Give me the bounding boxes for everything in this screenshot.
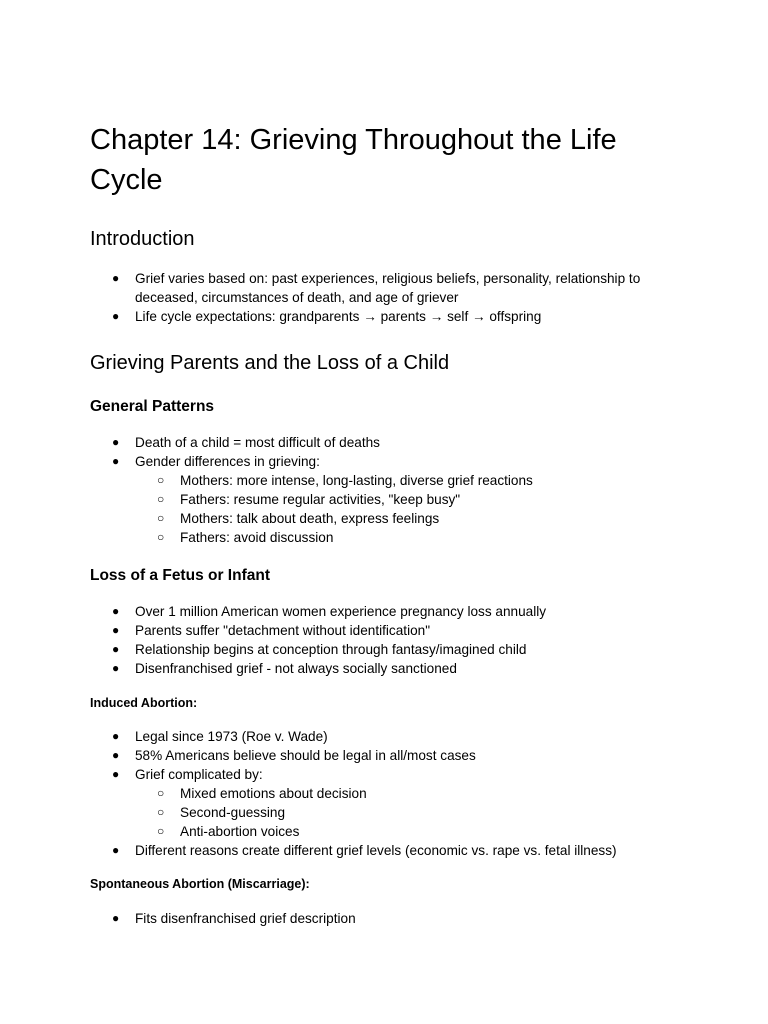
- bullet-icon: ●: [112, 435, 120, 449]
- list-item: ● Fits disenfranchised grief description: [112, 911, 356, 926]
- list-item: ● 58% Americans believe should be legal in all/most cases: [112, 748, 476, 763]
- sub-list-item: ○ Anti-abortion voices: [157, 824, 300, 839]
- list-item: ● Grief varies based on: past experiences, religious beliefs, personality, relationship to deceased, circumstances of death, and age of griever: [112, 271, 641, 305]
- hollow-bullet-icon: ○: [157, 511, 165, 525]
- bullet-icon: ●: [112, 661, 120, 675]
- hollow-bullet-icon: ○: [157, 473, 165, 487]
- chapter-title: Chapter 14: Grieving Throughout the Life Cycle: [90, 124, 617, 196]
- grief-complications-sublist: [135, 784, 680, 841]
- spontaneous-abortion-list: [90, 909, 680, 928]
- general-patterns-list: [90, 433, 680, 547]
- bullet-icon: ●: [112, 843, 120, 857]
- bullet-icon: ●: [112, 748, 120, 762]
- hollow-bullet-icon: ○: [157, 786, 165, 800]
- list-item: ● Grief complicated by: ○ Mixed emotions about decision ○ Second-guessing ○ Anti-abortion voices: [90, 765, 680, 841]
- general-patterns-heading: General Patterns: [90, 398, 215, 415]
- bullet-icon: ●: [112, 309, 120, 323]
- sub-list-item: ○ Mothers: more intense, long-lasting, diverse grief reactions: [157, 473, 533, 488]
- bullet-icon: ●: [112, 642, 120, 656]
- intro-list: [90, 269, 680, 326]
- sub-list-item: ○ Mixed emotions about decision: [157, 786, 367, 801]
- fetus-infant-list: [90, 602, 680, 678]
- list-item: ● Death of a child = most difficult of deaths: [112, 435, 380, 450]
- sub-list-item: ○ Fathers: resume regular activities, "keep busy": [157, 492, 461, 507]
- bullet-icon: ●: [112, 767, 120, 781]
- bullet-icon: ●: [112, 454, 120, 468]
- hollow-bullet-icon: ○: [157, 492, 165, 506]
- bullet-icon: ●: [112, 271, 120, 285]
- sub-list-item: ○ Fathers: avoid discussion: [157, 530, 334, 545]
- hollow-bullet-icon: ○: [157, 824, 165, 838]
- hollow-bullet-icon: ○: [157, 530, 165, 544]
- list-item: ● Over 1 million American women experience pregnancy loss annually: [112, 604, 547, 619]
- fetus-infant-heading: Loss of a Fetus or Infant: [90, 567, 270, 584]
- list-item: ● Legal since 1973 (Roe v. Wade): [112, 729, 328, 744]
- bullet-icon: ●: [112, 729, 120, 743]
- hollow-bullet-icon: ○: [157, 805, 165, 819]
- list-item: ● Gender differences in grieving: ○ Mothers: more intense, long-lasting, diverse grief reactions ○ Fathers: resume regular activities, "keep busy" ○ Mothers: talk about death, express feelings ○ Fathers: avoid discussion: [90, 452, 680, 547]
- list-item: ● Disenfranchised grief - not always socially sanctioned: [112, 661, 457, 676]
- list-item: ● Parents suffer "detachment without identification": [112, 623, 431, 638]
- intro-heading: Introduction: [90, 228, 195, 250]
- sub-list-item: ○ Second-guessing: [157, 805, 286, 820]
- list-item: ● Different reasons create different grief levels (economic vs. rape vs. fetal illness): [112, 843, 617, 858]
- gender-differences-sublist: [135, 471, 680, 547]
- list-item: ● Life cycle expectations: grandparents → parents → self → offspring: [112, 309, 542, 324]
- bullet-icon: ●: [112, 911, 120, 925]
- sub-list-item: ○ Mothers: talk about death, express feelings: [157, 511, 440, 526]
- induced-abortion-list: [90, 727, 680, 860]
- spontaneous-abortion-heading: Spontaneous Abortion (Miscarriage):: [90, 877, 310, 891]
- bullet-icon: ●: [112, 604, 120, 618]
- parents-heading: Grieving Parents and the Loss of a Child: [90, 352, 450, 374]
- bullet-icon: ●: [112, 623, 120, 637]
- list-item: ● Relationship begins at conception through fantasy/imagined child: [112, 642, 527, 657]
- induced-abortion-heading: Induced Abortion:: [90, 696, 198, 710]
